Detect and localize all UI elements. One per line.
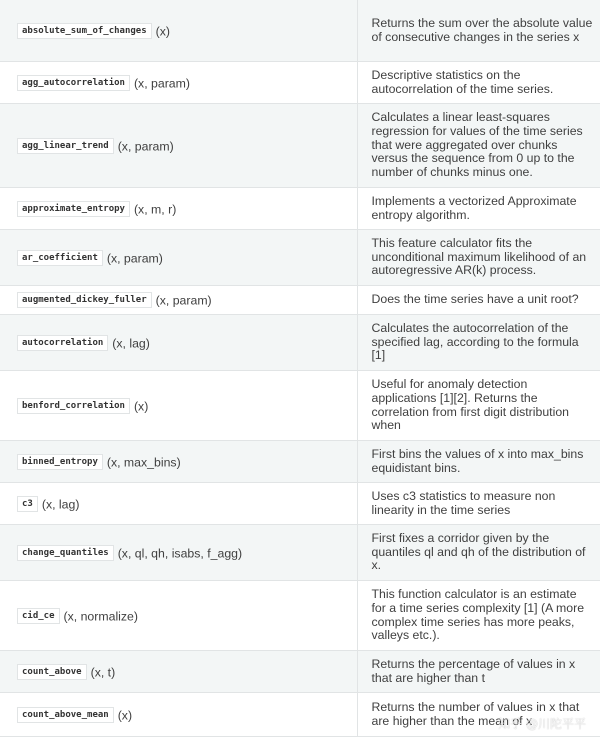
watermark: 知乎 @川陀平平 <box>498 717 586 731</box>
function-name[interactable]: autocorrelation <box>17 335 108 351</box>
function-cell <box>0 441 357 483</box>
table-row <box>0 581 600 651</box>
function-name[interactable]: ar_coefficient <box>17 250 103 266</box>
function-args: (x, lag) <box>41 496 80 511</box>
function-args: (x, param) <box>106 250 163 265</box>
function-cell <box>0 315 357 371</box>
table-row <box>0 286 600 315</box>
function-description: Returns the number of values in x that are higher than the mean of x <box>357 693 600 737</box>
function-cell <box>0 693 357 737</box>
function-args: (x, lag) <box>112 335 150 350</box>
function-cell <box>0 0 357 62</box>
function-description: Useful for anomaly detection applications [1][2]. Returns the correlation from first digit distribution when <box>357 371 600 441</box>
function-description: Calculates a linear least-squares regression for values of the time series that were aggregated over chunks versus the sequence from 0 up to the number of chunks minus one. <box>357 104 600 188</box>
function-args: (x, ql, qh, isabs, f_agg) <box>117 545 243 560</box>
function-name[interactable]: augmented_dickey_fuller <box>17 292 152 308</box>
function-args: (x, normalize) <box>63 608 138 623</box>
function-cell <box>0 371 357 441</box>
function-name[interactable]: count_above <box>17 664 87 680</box>
function-args: (x) <box>117 707 133 722</box>
function-description: Returns the sum over the absolute value of consecutive changes in the series x <box>357 0 600 62</box>
function-cell <box>0 581 357 651</box>
function-args: (x, param) <box>117 138 174 153</box>
function-args: (x) <box>133 398 149 413</box>
function-name[interactable]: change_quantiles <box>17 545 114 561</box>
function-cell <box>0 188 357 230</box>
function-name[interactable]: benford_correlation <box>17 398 130 414</box>
function-args: (x, max_bins) <box>106 454 181 469</box>
function-args: (x) <box>155 23 170 38</box>
function-cell <box>0 286 357 315</box>
table-row <box>0 104 600 188</box>
table-row <box>0 0 600 62</box>
function-cell <box>0 62 357 104</box>
function-description: Calculates the autocorrelation of the specified lag, according to the formula [1] <box>357 315 600 371</box>
function-description: Does the time series have a unit root? <box>357 286 600 315</box>
function-name[interactable]: binned_entropy <box>17 454 103 470</box>
table-row <box>0 525 600 581</box>
table-row <box>0 441 600 483</box>
function-cell <box>0 483 357 525</box>
function-args: (x, m, r) <box>133 201 177 216</box>
function-name[interactable]: cid_ce <box>17 608 60 624</box>
function-name[interactable]: absolute_sum_of_changes <box>17 23 152 39</box>
function-name[interactable]: agg_linear_trend <box>17 138 114 154</box>
function-description: First fixes a corridor given by the quantiles ql and qh of the distribution of x. <box>357 525 600 581</box>
function-args: (x, t) <box>90 664 116 679</box>
table-row <box>0 188 600 230</box>
table-row <box>0 371 600 441</box>
function-cell <box>0 651 357 693</box>
function-name[interactable]: approximate_entropy <box>17 201 130 217</box>
function-description: This feature calculator fits the unconditional maximum likelihood of an autoregressive AR(k) process. <box>357 230 600 286</box>
function-description: First bins the values of x into max_bins equidistant bins. <box>357 441 600 483</box>
function-name[interactable]: count_above_mean <box>17 707 114 723</box>
table-row <box>0 651 600 693</box>
function-cell <box>0 104 357 188</box>
function-description: Uses c3 statistics to measure non linearity in the time series <box>357 483 600 525</box>
table-row <box>0 483 600 525</box>
function-args: (x, param) <box>133 75 190 90</box>
function-name[interactable]: c3 <box>17 496 38 512</box>
function-description: This function calculator is an estimate for a time series complexity [1] (A more complex time series has more peaks, valleys etc.). <box>357 581 600 651</box>
table-row <box>0 62 600 104</box>
table-row <box>0 230 600 286</box>
function-cell <box>0 230 357 286</box>
function-name[interactable]: agg_autocorrelation <box>17 75 130 91</box>
function-args: (x, param) <box>155 293 212 308</box>
table-row <box>0 315 600 371</box>
function-description: Returns the percentage of values in x that are higher than t <box>357 651 600 693</box>
function-description: Implements a vectorized Approximate entropy algorithm. <box>357 188 600 230</box>
function-description: Descriptive statistics on the autocorrelation of the time series. <box>357 62 600 104</box>
function-cell <box>0 525 357 581</box>
